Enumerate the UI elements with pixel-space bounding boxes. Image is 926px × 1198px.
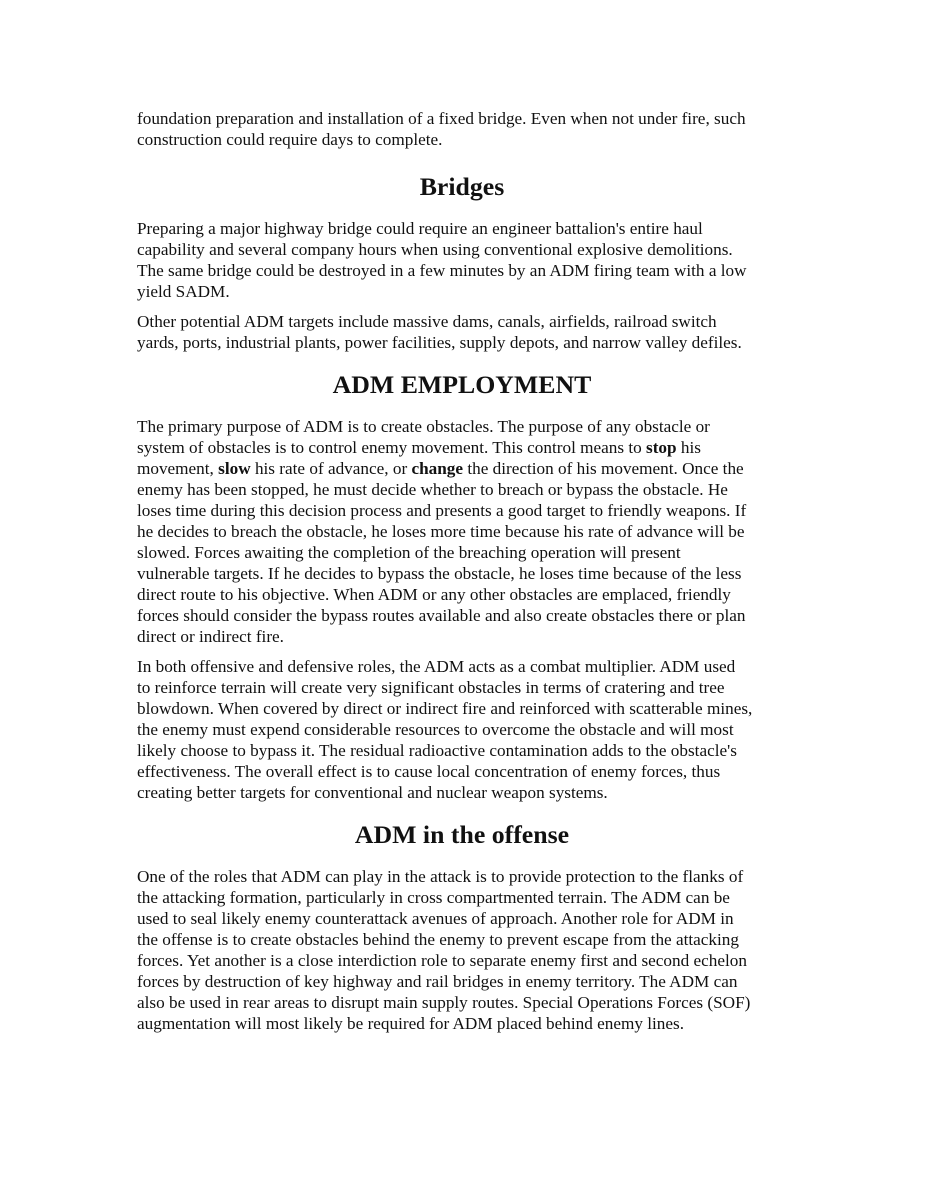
- emphasis-change: change: [411, 459, 464, 478]
- employment-paragraph-1: [137, 416, 787, 647]
- offense-paragraph-1: One of the roles that ADM can play in the attack is to provide protection to the flanks of the attacking formation, particularly in cross compartmented terrain. The ADM can be used to seal likely enemy counterattack avenues of approach. Another role for ADM in the offense is to create obstacles behind the enemy to prevent escape from the attacking forces. Yet another is a close interdiction role to separate enemy first and second echelon forces by destruction of key highway and rail bridges in enemy territory. The ADM can also be used in rear areas to disrupt main supply routes. Special Operations Forces (SOF) augmentation will most likely be required for ADM placed behind enemy lines.: [137, 867, 751, 1033]
- document-page: [137, 108, 787, 1043]
- bridges-paragraph-2: Other potential ADM targets include massive dams, canals, airfields, railroad switch yards, ports, industrial plants, power facilities, supply depots, and narrow valley defiles.: [137, 312, 742, 352]
- employment-p1-text-c: his rate of advance, or: [250, 459, 412, 478]
- employment-paragraph-2: In both offensive and defensive roles, the ADM acts as a combat multiplier. ADM used to reinforce terrain will create very significant obstacles in terms of cratering and tree blowdown. When covered by direct or indirect fire and reinforced with scatterable mines, the enemy must expend considerable resources to overcome the obstacle and will most likely choose to bypass it. The residual radioactive contamination adds to the obstacle's effectiveness. The overall effect is to cause local concentration of enemy forces, thus creating better targets for conventional and nuclear weapon systems.: [137, 657, 753, 802]
- emphasis-slow: slow: [218, 459, 251, 478]
- emphasis-stop: stop: [646, 438, 677, 457]
- section-heading-adm-offense: ADM in the offense: [354, 820, 570, 849]
- employment-p1-text-d: the direction of his movement. Once the enemy has been stopped, he must decide whether to breach or bypass the obstacle. He loses time during this decision process and presents a good target to friendly weapons. If he decides to breach the obstacle, he loses more time because his rate of advance will be slowed. Forces awaiting the completion of the breaching operation will present vulnerable targets. If he decides to bypass the obstacle, he loses time because of the less direct route to his objective. When ADM or any other obstacles are emplaced, friendly forces should consider the bypass routes available and also create obstacles there or plan direct or indirect fire.: [137, 459, 747, 646]
- employment-p1-text-a: The primary purpose of ADM is to create obstacles. The purpose of any obstacle or system of obstacles is to control enemy movement. This control means to: [137, 417, 710, 457]
- section-heading-bridges: Bridges: [419, 172, 505, 201]
- employment-p1-text-b: his movement,: [137, 438, 701, 478]
- intro-paragraph: foundation preparation and installation of a fixed bridge. Even when not under fire, such construction could require days to complete.: [137, 109, 746, 149]
- section-heading-adm-employment: ADM EMPLOYMENT: [332, 370, 592, 399]
- bridges-paragraph-1: Preparing a major highway bridge could require an engineer battalion's entire haul capability and several company hours when using conventional explosive demolitions. The same bridge could be destroyed in a few minutes by an ADM firing team with a low yield SADM.: [137, 219, 747, 301]
